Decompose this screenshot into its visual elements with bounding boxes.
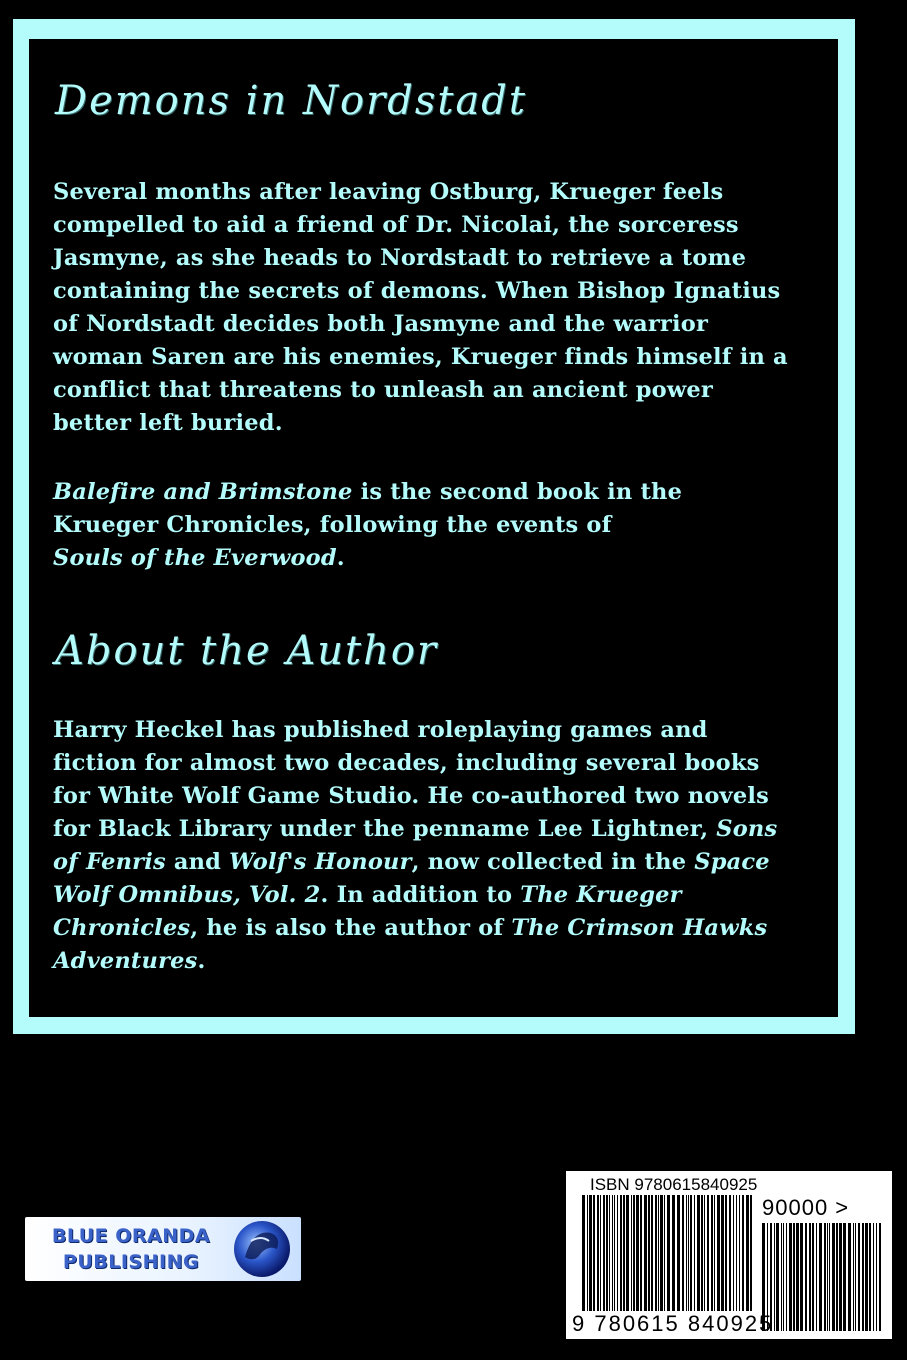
barcode-bar <box>869 1223 871 1331</box>
barcode-bar <box>746 1195 749 1311</box>
barcode-bar <box>805 1223 807 1331</box>
barcode-bar <box>664 1195 665 1311</box>
barcode-bar <box>879 1223 881 1331</box>
barcode-bar <box>733 1195 734 1311</box>
barcode-bar <box>589 1195 592 1311</box>
barcode-bar <box>789 1223 792 1331</box>
author-paragraph: Harry Heckel has published roleplaying games and fiction for almost two decades, including several books for White Wolf Game Studio. He co-authored two novels for Black Library under the penname Lee Lightner, Sons of Fenris and Wolf's Honour, now collected in the Space Wolf Omnibus, Vol. 2. In addition to The Krueger Chronicles, he is also the author of The Crimson Hawks Adventures. <box>53 717 778 974</box>
barcode-bar <box>617 1195 618 1311</box>
barcode-box <box>566 1171 892 1339</box>
barcode-bar <box>717 1195 720 1311</box>
book-title: Balefire and Brimstone <box>53 479 353 505</box>
barcode-bar <box>688 1195 689 1311</box>
barcode-bar <box>609 1195 610 1311</box>
barcode-bar <box>682 1195 684 1311</box>
barcode-bar <box>648 1195 650 1311</box>
barcode-bar <box>865 1223 868 1331</box>
barcode-bar <box>711 1195 713 1311</box>
barcode-bar <box>686 1195 687 1311</box>
barcode-bar <box>819 1223 822 1331</box>
barcode-bar <box>774 1223 775 1331</box>
barcode-bar <box>614 1195 615 1311</box>
barcode-bar <box>640 1195 642 1311</box>
barcode-bar <box>839 1223 842 1331</box>
barcode-bar <box>725 1195 727 1311</box>
barcode-bar <box>876 1223 877 1331</box>
barcode-bar <box>729 1195 731 1311</box>
barcode-bar <box>697 1195 700 1311</box>
price-code: 90000 > <box>762 1195 850 1220</box>
isbn-label: ISBN 9780615840925 <box>590 1175 758 1194</box>
barcode-bar <box>855 1223 856 1331</box>
blue-emblem-icon <box>231 1219 293 1279</box>
barcode-bar <box>704 1195 705 1311</box>
barcode-bar <box>587 1195 588 1311</box>
barcode-bar <box>623 1195 625 1311</box>
series-paragraph: Balefire and Brimstone is the second book in the Krueger Chronicles, following the events of Souls of the Everwood. <box>53 479 683 571</box>
blurb-paragraph: Several months after leaving Ostburg, Krueger feels compelled to aid a friend of Dr. Nicolai, the sorceress Jasmyne, as she heads to Nordstadt to retrieve a tome containing the secrets of demons. When Bishop Ignatius of Nordstadt decides both Jasmyne and the warrior woman Saren are his enemies, Krueger finds himself in a conflict that threatens to unleash an ancient power better left buried. <box>53 179 788 436</box>
barcode-bar <box>853 1223 854 1331</box>
publisher-name: BLUE ORANDA PUBLISHING <box>51 1225 211 1273</box>
barcode-bar <box>626 1195 629 1311</box>
barcode-bar <box>620 1195 622 1311</box>
barcode-bar <box>603 1195 605 1311</box>
barcode-bar <box>597 1195 599 1311</box>
barcode-bar <box>742 1195 744 1311</box>
barcode-bar <box>862 1223 864 1331</box>
barcode-bar <box>721 1195 724 1311</box>
barcode-bar <box>582 1195 585 1311</box>
barcode-addon <box>762 1223 882 1331</box>
barcode-bar <box>809 1223 811 1331</box>
publisher-logo <box>25 1217 301 1281</box>
barcode-bar <box>714 1195 715 1311</box>
barcode-bar <box>701 1195 703 1311</box>
barcode-bar <box>660 1195 663 1311</box>
barcode-bar <box>593 1195 595 1311</box>
previous-book-title: Souls of the Everwood <box>53 545 337 571</box>
barcode-bar <box>750 1195 752 1311</box>
barcode-bar <box>694 1195 695 1311</box>
barcode-bar <box>655 1195 657 1311</box>
barcode-main <box>582 1195 754 1311</box>
barcode-bar <box>793 1223 795 1331</box>
barcode-bar <box>786 1223 787 1331</box>
barcode-bar <box>707 1195 709 1311</box>
barcode-bar <box>836 1223 838 1331</box>
heading-author: About the Author <box>55 628 439 674</box>
barcode-bar <box>783 1223 784 1331</box>
barcode-bar <box>644 1195 647 1311</box>
barcode-bar <box>796 1223 799 1331</box>
heading-demons: Demons in Nordstadt <box>55 78 527 124</box>
barcode-bar <box>848 1223 851 1331</box>
barcode-bar <box>824 1223 826 1331</box>
barcode-bar <box>651 1195 653 1311</box>
barcode-bar <box>667 1195 670 1311</box>
barcode-bar <box>858 1223 860 1331</box>
barcode-bar <box>736 1195 737 1311</box>
barcode-bar <box>633 1195 635 1311</box>
barcode-bar <box>873 1223 874 1331</box>
barcode-bar <box>739 1195 740 1311</box>
barcode-bar <box>631 1195 632 1311</box>
barcode-bar <box>690 1195 692 1311</box>
isbn-digits: 9 780615 840925 <box>572 1311 774 1336</box>
barcode-bar <box>658 1195 659 1311</box>
barcode-bar <box>776 1223 779 1331</box>
barcode-bar <box>636 1195 639 1311</box>
barcode-bar <box>600 1195 601 1311</box>
barcode-bar <box>816 1223 817 1331</box>
barcode-bar <box>612 1195 613 1311</box>
barcode-bar <box>843 1223 846 1331</box>
barcode-bar <box>800 1223 803 1331</box>
barcode-bar <box>829 1223 830 1331</box>
barcode-bar <box>832 1223 835 1331</box>
barcode-bar <box>781 1223 782 1331</box>
barcode-bar <box>672 1195 675 1311</box>
barcode-bar <box>677 1195 680 1311</box>
barcode-bar <box>812 1223 814 1331</box>
barcode-bar <box>827 1223 828 1331</box>
barcode-bar <box>606 1195 608 1311</box>
